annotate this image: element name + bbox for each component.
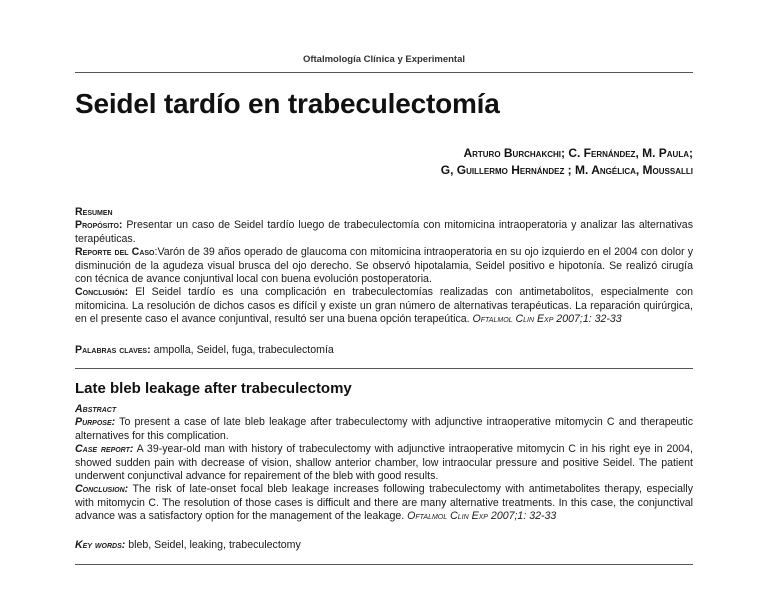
purpose-text: To present a case of late bleb leakage after trabeculectomy with adjunctive intraoperative mitomycin C and therapeutic alternatives for this complication. bbox=[75, 416, 693, 442]
article-title: Seidel tardío en trabeculectomía bbox=[75, 88, 500, 119]
resumen-citation: Oftalmol Clin Exp 2007;1: 32-33 bbox=[472, 313, 622, 326]
conclusion-text: El Seidel tardío es una complicación en trabeculectomías realizadas con antimetabolitos, especialmente con mitomicina. La resolución de dichos casos es difícil y existe un gran número de alternativas terapéuticas. La reparación quirúrgica, en el presente caso el avance conjuntival, resultó ser una buena opción terapeútica. bbox=[75, 286, 693, 326]
abstract-citation: Oftalmol Clin Exp 2007;1: 32-33 bbox=[407, 510, 557, 523]
footer-rule bbox=[75, 564, 693, 565]
resumen-heading: Resumen bbox=[75, 206, 113, 218]
conclusion-paragraph bbox=[75, 286, 693, 326]
key-words bbox=[75, 539, 693, 552]
key-words-label: Key words: bbox=[75, 539, 126, 551]
abstract-section bbox=[75, 403, 693, 524]
abstract-conclusion-label: Conclusion: bbox=[75, 483, 129, 496]
proposito-paragraph bbox=[75, 219, 693, 246]
author-line-2: G, Guillermo Hernández ; M. Angélica, Moussalli bbox=[440, 163, 693, 177]
abstract-heading: Abstract bbox=[75, 403, 117, 415]
case-report-label: Case report: bbox=[75, 443, 134, 456]
reporte-text: :Varón de 39 años operado de glaucoma con mitomicina intraoperatoria en su ojo izquierdo en el 2004 con dolor y disminución de la agudeza visual brusca del ojo derecho. Se observó hipotalamia, Seidel positivo e hipotonía. Se realizó cirugía con técnica de avance conjuntival local con buena evolución postoperatoria. bbox=[75, 246, 693, 286]
author-list bbox=[441, 145, 693, 179]
conclusion-label: Conclusión: bbox=[75, 286, 129, 299]
paper-page bbox=[75, 0, 693, 605]
reporte-label: Reporte del Caso bbox=[75, 246, 155, 259]
case-report-paragraph bbox=[75, 443, 693, 483]
reporte-paragraph bbox=[75, 246, 693, 286]
key-words-text: bleb, Seidel, leaking, trabeculectomy bbox=[125, 539, 301, 551]
proposito-label: Propósito: bbox=[75, 219, 123, 232]
header-rule bbox=[75, 72, 693, 73]
abstract-conclusion-paragraph bbox=[75, 483, 693, 523]
resumen-section bbox=[75, 206, 693, 327]
purpose-paragraph bbox=[75, 416, 693, 443]
palabras-claves-label: Palabras claves: bbox=[75, 344, 151, 356]
author-line-1: Arturo Burchakchi; C. Fernández, M. Paula; bbox=[463, 146, 693, 160]
journal-header: Oftalmología Clínica y Experimental bbox=[302, 54, 466, 65]
abstract-conclusion-text: The risk of late-onset focal bleb leakage increases following trabeculectomy with antimetabolites therapy, especially with mitomycin C. The resolution of those cases is difficult and there are many alternative treatments. In this case, the conjunctival advance was a satisfactory option for the management of the leakage. bbox=[75, 483, 693, 523]
section-rule bbox=[75, 368, 693, 369]
purpose-label: Purpose: bbox=[75, 416, 116, 429]
english-title: Late bleb leakage after trabeculectomy bbox=[75, 380, 352, 397]
palabras-claves-text: ampolla, Seidel, fuga, trabeculectomía bbox=[150, 344, 334, 356]
case-report-text: A 39-year-old man with history of trabeculectomy with adjunctive intraoperative mitomycin C in his right eye in 2004, showed sudden pain with decrease of vision, shallow anterior chamber, low intraocular pressure and positive Seidel. The patient underwent conjunctival advance for repairement of the bleb with good results. bbox=[75, 443, 693, 483]
palabras-claves bbox=[75, 344, 693, 357]
proposito-text: Presentar un caso de Seidel tardío luego de trabeculectomía con mitomicina intraoperatoria y analizar las alternativas terapéuticas. bbox=[75, 219, 693, 245]
